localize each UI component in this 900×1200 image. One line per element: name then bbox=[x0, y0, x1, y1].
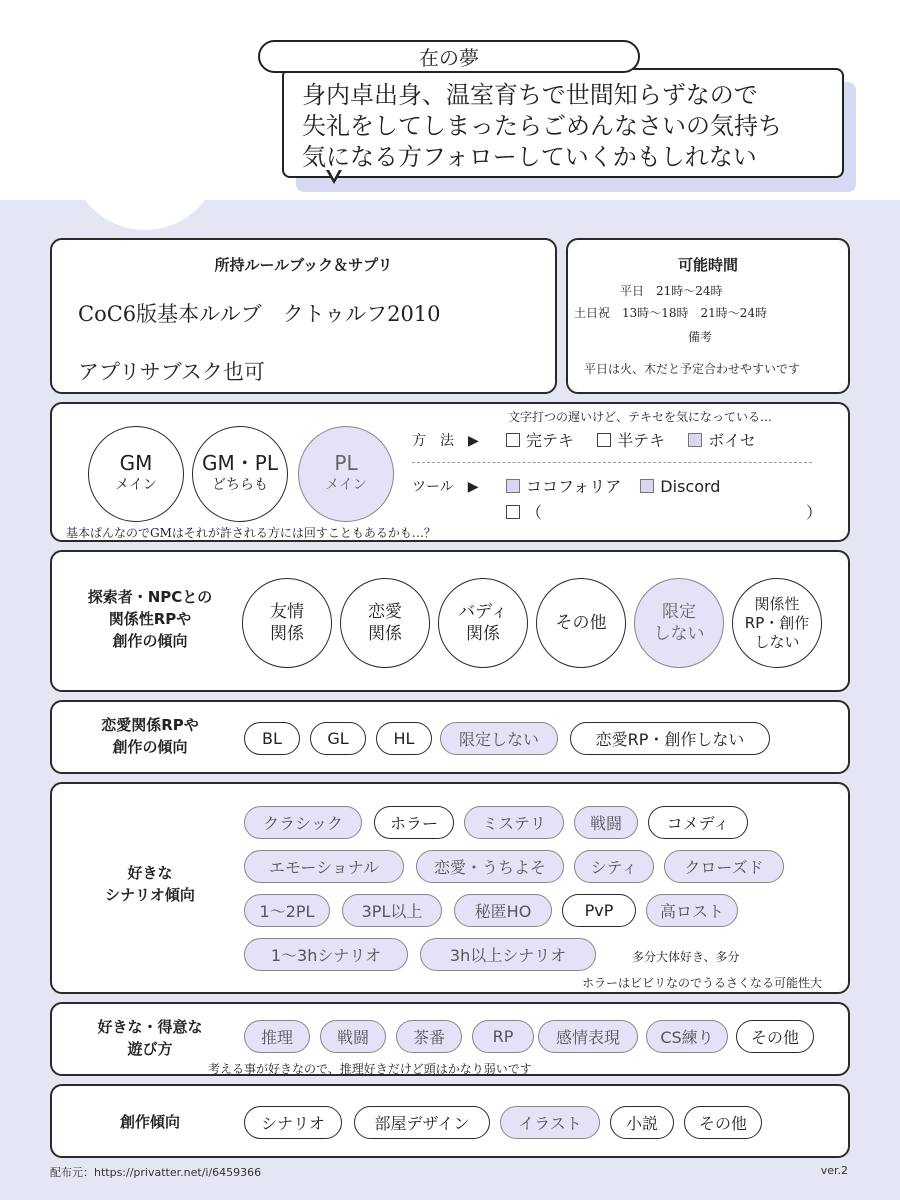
play-style-card bbox=[50, 402, 850, 542]
scenario-1-3h[interactable]: 1〜3hシナリオ bbox=[244, 938, 408, 971]
creative-room-design[interactable]: 部屋デザイン bbox=[354, 1106, 490, 1139]
creative-other[interactable]: その他 bbox=[684, 1106, 762, 1139]
scenario-note1: 多分大体好き、多分 bbox=[632, 950, 740, 964]
availability-notes: 平日は火、木だと予定合わせやすいです bbox=[584, 362, 801, 376]
method-note: 文字打つの遅いけど、テキセを気になっている… bbox=[508, 410, 773, 424]
method-option-label: ボイセ bbox=[708, 431, 756, 450]
scenario-horror[interactable]: ホラー bbox=[374, 806, 454, 839]
tool-option-other[interactable] bbox=[506, 500, 822, 523]
checkbox-checked-icon bbox=[506, 479, 520, 493]
scenario-3pl-plus[interactable]: 3PL以上 bbox=[342, 894, 442, 927]
role-sublabel: メイン bbox=[115, 477, 157, 493]
scenario-mystery[interactable]: ミステリ bbox=[464, 806, 564, 839]
role-sublabel: どちらも bbox=[212, 477, 268, 493]
availability-card bbox=[566, 238, 850, 394]
tool-options bbox=[506, 474, 720, 497]
bio-line: 気になる方フォローしていくかもしれない bbox=[302, 143, 757, 171]
tool-other-close: ） bbox=[805, 503, 822, 522]
checkbox-icon bbox=[506, 433, 520, 447]
method-option-kantexi[interactable] bbox=[506, 431, 574, 450]
romance-bl[interactable]: BL bbox=[244, 722, 300, 755]
availability-weekday: 平日 21時〜24時 bbox=[620, 284, 723, 298]
checkbox-checked-icon bbox=[688, 433, 702, 447]
scenario-closed[interactable]: クローズド bbox=[664, 850, 784, 883]
scenario-3h-plus[interactable]: 3h以上シナリオ bbox=[420, 938, 596, 971]
scenario-pvp[interactable]: PvP bbox=[562, 894, 636, 927]
scenario-card bbox=[50, 782, 850, 994]
tool-label: ツール ▶ bbox=[412, 479, 479, 495]
romance-gl[interactable]: GL bbox=[310, 722, 366, 755]
romance-title: 恋愛関係RPや 創作の傾向 bbox=[101, 716, 199, 756]
role-sublabel: メイン bbox=[325, 477, 367, 493]
relationships-card bbox=[50, 550, 850, 692]
relation-friendship[interactable]: 友情 関係 bbox=[242, 578, 332, 668]
playstyle-cs-building[interactable]: CS練り bbox=[646, 1020, 728, 1053]
scenario-combat[interactable]: 戦闘 bbox=[574, 806, 638, 839]
scenario-city[interactable]: シティ bbox=[574, 850, 654, 883]
playstyle-rp[interactable]: RP bbox=[472, 1020, 534, 1053]
rulebook-card bbox=[50, 238, 557, 394]
checkbox-checked-icon bbox=[640, 479, 654, 493]
scenario-high-lost[interactable]: 高ロスト bbox=[646, 894, 738, 927]
playstyle-farce[interactable]: 茶番 bbox=[396, 1020, 462, 1053]
playstyles-title: 好きな・得意な 遊び方 bbox=[97, 1018, 203, 1058]
relationships-title: 探索者・NPCとの 関係性RPや 創作の傾向 bbox=[87, 588, 213, 650]
profile-bio-bubble bbox=[282, 68, 844, 178]
relation-romance[interactable]: 恋愛 関係 bbox=[340, 578, 430, 668]
checkbox-icon bbox=[506, 505, 520, 519]
scenario-note2: ホラーはビビリなのでうるさくなる可能性大 bbox=[582, 976, 823, 990]
creative-title: 創作傾向 bbox=[119, 1113, 180, 1131]
availability-notes-label: 備考 bbox=[688, 330, 713, 344]
relation-other[interactable]: その他 bbox=[536, 578, 626, 668]
playstyle-deduction[interactable]: 推理 bbox=[244, 1020, 310, 1053]
rulebook-line2: アプリサブスク也可 bbox=[78, 360, 265, 384]
tool-other-open: （ bbox=[526, 503, 543, 522]
role-label: GM bbox=[119, 451, 153, 475]
playstyles-note: 考える事が好きなので、推理好きだけど頭はかなり弱いです bbox=[208, 1062, 532, 1076]
scenario-1-2pl[interactable]: 1〜2PL bbox=[244, 894, 330, 927]
playstyle-combat[interactable]: 戦闘 bbox=[320, 1020, 386, 1053]
bio-line: 身内卓出身、温室育ちで世間知らずなので bbox=[302, 81, 758, 109]
footer-source: 配布元：https://privatter.net/i/6459366 bbox=[50, 1166, 262, 1179]
method-option-voice[interactable] bbox=[688, 431, 756, 450]
tool-option-label: Discord bbox=[660, 477, 721, 496]
rulebook-line1: CoC6版基本ルルブ クトゥルフ2010 bbox=[78, 302, 441, 326]
romance-none[interactable]: 恋愛RP・創作しない bbox=[570, 722, 770, 755]
tool-option-discord[interactable] bbox=[640, 477, 720, 496]
relation-buddy[interactable]: バディ 関係 bbox=[438, 578, 528, 668]
method-option-hantexi[interactable] bbox=[597, 431, 665, 450]
role-gm-main[interactable] bbox=[88, 426, 184, 522]
scenario-title: 好きな シナリオ傾向 bbox=[105, 864, 195, 904]
availability-weekend: 土日祝 13時〜18時 21時〜24時 bbox=[574, 306, 768, 320]
checkbox-icon bbox=[597, 433, 611, 447]
scenario-comedy[interactable]: コメディ bbox=[648, 806, 748, 839]
method-option-label: 半テキ bbox=[617, 431, 666, 450]
playstyle-emotion[interactable]: 感情表現 bbox=[538, 1020, 638, 1053]
scenario-classic[interactable]: クラシック bbox=[244, 806, 362, 839]
romance-card bbox=[50, 700, 850, 774]
role-pl-main[interactable] bbox=[298, 426, 394, 522]
creative-card bbox=[50, 1084, 850, 1158]
relation-none[interactable]: 関係性 RP・創作 しない bbox=[732, 578, 822, 668]
tool-option-ccfolia[interactable] bbox=[506, 477, 621, 496]
role-note: 基本ぱんなのでGMはそれが許される方には回すこともあるかも…？ bbox=[66, 526, 436, 540]
footer-version: ver.2 bbox=[820, 1164, 848, 1177]
rulebook-title: 所持ルールブック＆サプリ bbox=[214, 256, 393, 274]
scenario-emotional[interactable]: エモーショナル bbox=[244, 850, 404, 883]
availability-title: 可能時間 bbox=[677, 256, 738, 274]
scenario-romance[interactable]: 恋愛・うちよそ bbox=[416, 850, 564, 883]
method-options bbox=[506, 428, 756, 451]
creative-novel[interactable]: 小説 bbox=[610, 1106, 674, 1139]
scenario-secret-ho[interactable]: 秘匿HO bbox=[454, 894, 552, 927]
role-gm-pl-both[interactable] bbox=[192, 426, 288, 522]
romance-hl[interactable]: HL bbox=[376, 722, 432, 755]
method-label: 方 法 ▶ bbox=[412, 433, 479, 449]
role-label: GM・PL bbox=[202, 451, 278, 475]
relation-unrestricted[interactable]: 限定 しない bbox=[634, 578, 724, 668]
bubble-tail bbox=[326, 170, 342, 184]
method-option-label: 完テキ bbox=[526, 431, 575, 450]
creative-scenario[interactable]: シナリオ bbox=[244, 1106, 342, 1139]
romance-unrestricted[interactable]: 限定しない bbox=[440, 722, 558, 755]
playstyles-card bbox=[50, 1002, 850, 1076]
bio-line: 失礼をしてしまったらごめんなさいの気持ち bbox=[302, 112, 782, 140]
dashed-divider bbox=[412, 462, 812, 463]
creative-illustration[interactable]: イラスト bbox=[500, 1106, 600, 1139]
tool-option-label: ココフォリア bbox=[526, 477, 622, 496]
profile-name: 在の夢 bbox=[258, 40, 640, 73]
playstyle-other[interactable]: その他 bbox=[736, 1020, 814, 1053]
role-label: PL bbox=[334, 451, 358, 475]
